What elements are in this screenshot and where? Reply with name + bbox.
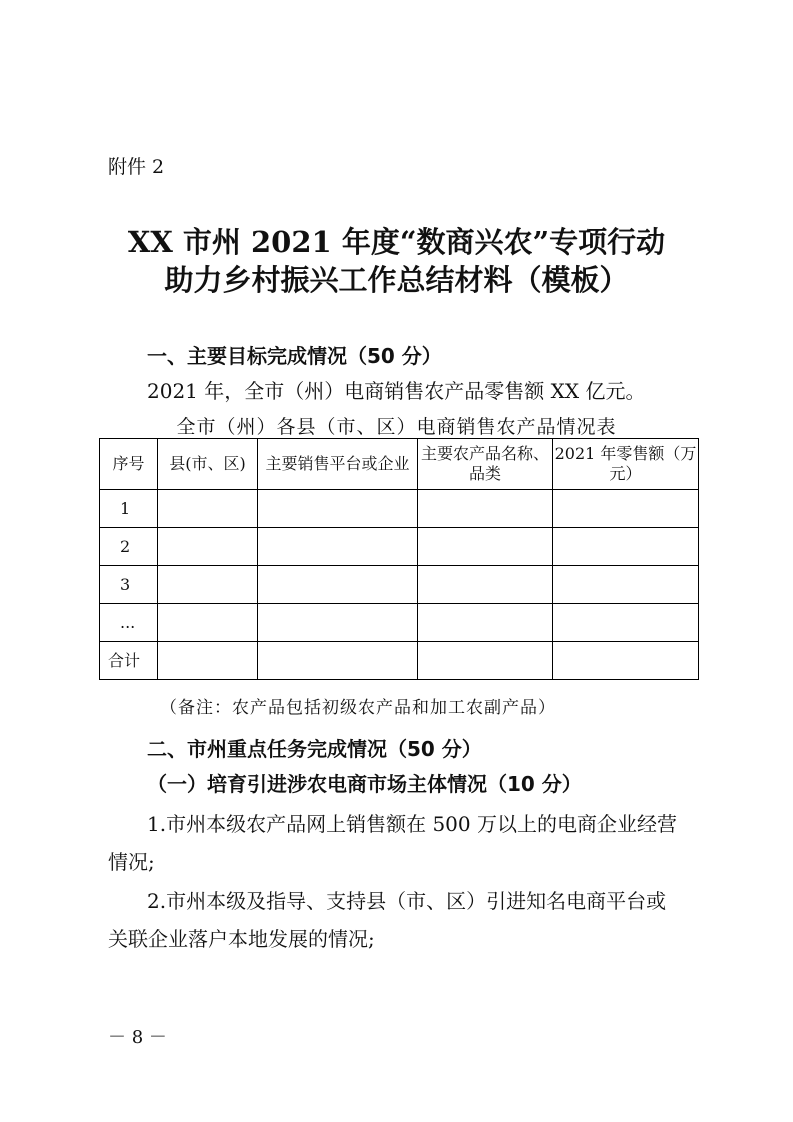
- subsection1-heading: （一）培育引进涉农电商市场主体情况（10 分）: [147, 772, 582, 796]
- row-index: ...: [100, 604, 158, 642]
- table-row: [100, 490, 699, 528]
- item1-line1: 1.市州本级农产品网上销售额在 500 万以上的电商企业经营: [147, 812, 677, 836]
- table-caption: 全市（州）各县（市、区）电商销售农产品情况表: [176, 416, 617, 438]
- section1-heading: 一、主要目标完成情况（50 分）: [147, 344, 442, 368]
- row-index: 合计: [100, 642, 158, 680]
- sales-table: [99, 438, 699, 680]
- document-title-line1: XX 市州 2021 年度“数商兴农”专项行动: [127, 225, 666, 259]
- table-note: （备注：农产品包括初级农产品和加工农副产品）: [160, 698, 556, 718]
- table-cell: [553, 528, 699, 566]
- table-cell: [553, 566, 699, 604]
- item2-line2: 关联企业落户本地发展的情况;: [108, 927, 375, 951]
- section1-paragraph: 2021 年，全市（州）电商销售农产品零售额 XX 亿元。: [147, 379, 646, 403]
- table-cell: [418, 490, 553, 528]
- header-platform: 主要销售平台或企业: [258, 439, 418, 490]
- row-index: 3: [100, 566, 158, 604]
- item1-line2: 情况;: [108, 850, 155, 874]
- header-index: 序号: [100, 439, 158, 490]
- table-cell: [553, 642, 699, 680]
- header-product: 主要农产品名称、品类: [418, 439, 553, 490]
- table-cell: [418, 566, 553, 604]
- table-cell: [258, 642, 418, 680]
- table-cell: [258, 490, 418, 528]
- section2-heading: 二、市州重点任务完成情况（50 分）: [147, 737, 482, 761]
- item2-line1: 2.市州本级及指导、支持县（市、区）引进知名电商平台或: [147, 889, 667, 913]
- table-row: [100, 566, 699, 604]
- header-county: 县(市、区): [158, 439, 258, 490]
- table-header-row: [100, 439, 699, 490]
- table-cell: [418, 604, 553, 642]
- row-index: 2: [100, 528, 158, 566]
- table-cell: [553, 604, 699, 642]
- table-cell: [158, 566, 258, 604]
- attachment-label: 附件 2: [108, 156, 165, 178]
- table-cell: [258, 528, 418, 566]
- table-cell: [158, 490, 258, 528]
- table-cell: [258, 604, 418, 642]
- table-cell: [418, 528, 553, 566]
- table-cell: [418, 642, 553, 680]
- table-cell: [553, 490, 699, 528]
- page-number: － 8 －: [108, 1027, 167, 1048]
- table-cell: [158, 604, 258, 642]
- document-title-line2: 助力乡村振兴工作总结材料（模板）: [164, 263, 629, 297]
- header-sales: 2021 年零售额（万元）: [553, 439, 699, 490]
- table-cell: [158, 528, 258, 566]
- table-row: [100, 528, 699, 566]
- table-cell: [158, 642, 258, 680]
- table-total-row: [100, 642, 699, 680]
- table-cell: [258, 566, 418, 604]
- table-row: [100, 604, 699, 642]
- row-index: 1: [100, 490, 158, 528]
